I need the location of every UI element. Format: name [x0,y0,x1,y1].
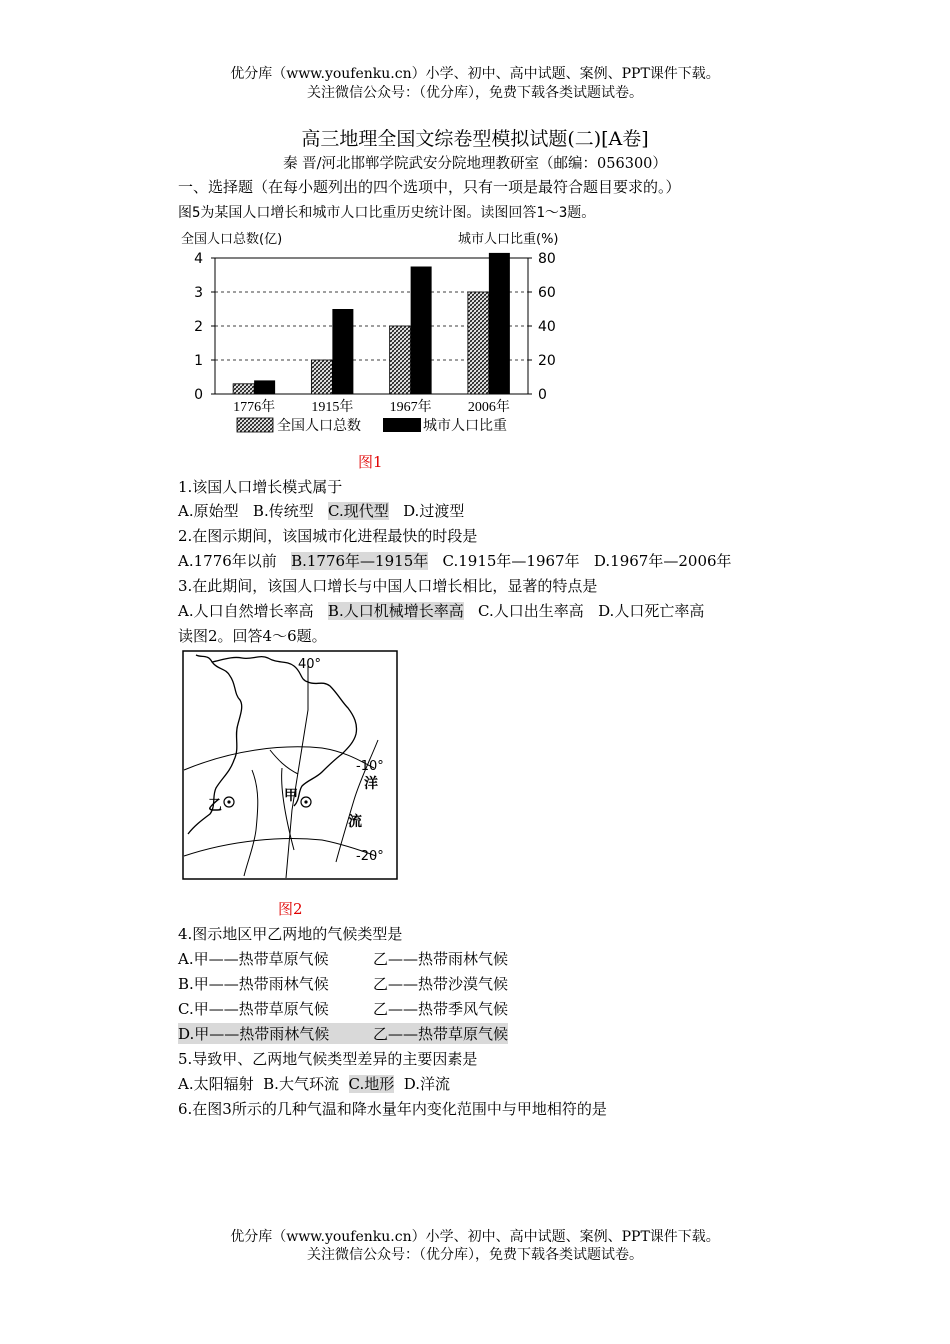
bar-population [233,384,254,394]
current-label: 流 [348,814,362,830]
q3-option-d[interactable]: D.人口死亡率高 [598,602,705,620]
q1-option-b[interactable]: B.传统型 [252,502,314,520]
latitude-20-label: -20° [356,849,384,864]
bar-urban [254,380,275,394]
location-yi-dot [227,800,230,803]
figure2-caption: 图2 [278,900,303,918]
bar-urban [489,253,510,394]
bar-urban [332,309,353,394]
site-footer-line1: 优分库（www.youfenku.cn）小学、初中、高中试题、案例、PPT课件下载。 [230,1229,720,1245]
q5-option-d[interactable]: D.洋流 [403,1075,451,1093]
q3-option-b[interactable]: B.人口机械增长率高 [327,602,464,620]
latitude-10-label: -10° [356,759,384,774]
x-tick-label: 1776年 [233,400,276,415]
location-jia-dot [304,800,307,803]
question-1-options [178,500,464,521]
south-america-map [182,650,398,880]
question-2-stem: 2.在图示期间，该国城市化进程最快的时段是 [178,527,478,545]
q2-option-c[interactable]: C.1915年—1967年 [442,552,580,570]
x-tick-label: 1967年 [389,400,432,415]
question-5-options [178,1073,450,1094]
q1-option-c[interactable]: C.现代型 [328,502,389,520]
q5-option-a[interactable]: A.太阳辐射 [178,1075,254,1093]
legend-label-urban: 城市人口比重 [423,418,507,434]
location-jia-label: 甲 [284,788,298,804]
bar-urban [411,267,432,395]
site-header-line2: 关注微信公众号：（优分库），免费下载各类试题试卷。 [307,85,643,101]
left-tick-label: 1 [194,353,203,369]
figure1-caption: 图1 [358,453,383,471]
right-tick-label: 80 [538,251,556,267]
q4-option-b[interactable]: B.甲——热带雨林气候 乙——热带沙漠气候 [178,975,509,993]
q4-option-c[interactable]: C.甲——热带草原气候 乙——热带季风气候 [178,1000,509,1018]
question-5-stem: 5.导致甲、乙两地气候类型差异的主要因素是 [178,1050,478,1068]
right-tick-label: 60 [538,285,556,301]
location-yi-label: 乙 [208,798,222,814]
bar-population [390,326,411,394]
bar-population [468,292,489,394]
right-tick-label: 40 [538,319,556,335]
question-3-stem: 3.在此期间，该国人口增长与中国人口增长相比，显著的特点是 [178,577,598,595]
q1-option-d[interactable]: D.过渡型 [403,502,465,520]
question-1-stem: 1.该国人口增长模式属于 [178,478,343,496]
q3-option-a[interactable]: A.人口自然增长率高 [178,602,314,620]
legend-label-population: 全国人口总数 [277,418,361,434]
q1-option-a[interactable]: A.原始型 [178,502,239,520]
left-tick-label: 4 [194,251,203,267]
q2-option-a[interactable]: A.1776年以前 [178,552,277,570]
right-tick-label: 20 [538,353,556,369]
right-tick-label: 0 [538,387,547,403]
left-tick-label: 0 [194,387,203,403]
figure1-intro: 图5为某国人口增长和城市人口比重历史统计图。读图回答1～3题。 [178,205,596,221]
author-line: 秦 晋/河北邯郸学院武安分院地理教研室（邮编：056300） [283,156,667,172]
q5-option-c[interactable]: C.地形 [348,1075,395,1093]
question-6-stem: 6.在图3所示的几种气温和降水量年内变化范围中与甲地相符的是 [178,1100,607,1118]
q2-option-d[interactable]: D.1967年—2006年 [593,552,732,570]
section-heading: 一、选择题（在每小题列出的四个选项中，只有一项是最符合题目要求的。） [178,178,681,196]
site-header-line1: 优分库（www.youfenku.cn）小学、初中、高中试题、案例、PPT课件下载。 [230,66,720,82]
q5-option-b[interactable]: B.大气环流 [263,1075,339,1093]
legend-swatch-population [237,418,273,432]
ocean-label: 洋 [364,776,378,792]
population-chart [175,225,595,440]
right-axis-label: 城市人口比重(%) [458,232,559,247]
q3-option-c[interactable]: C.人口出生率高 [478,602,584,620]
x-tick-label: 1915年 [311,400,354,415]
q4-option-a[interactable]: A.甲——热带草原气候 乙——热带雨林气候 [178,950,509,968]
figure2-intro: 读图2。回答4～6题。 [178,627,327,645]
left-axis-label: 全国人口总数(亿) [181,232,283,247]
page-title: 高三地理全国文综卷型模拟试题(二)[A卷] [301,128,649,150]
longitude-label: 40° [298,657,322,672]
q2-option-b[interactable]: B.1776年—1915年 [291,552,429,570]
question-4-stem: 4.图示地区甲乙两地的气候类型是 [178,925,403,943]
question-2-options [178,550,732,571]
legend-swatch-urban [383,418,421,432]
q4-option-d[interactable]: D.甲——热带雨林气候 乙——热带草原气候 [178,1025,509,1043]
site-footer-line2: 关注微信公众号：（优分库），免费下载各类试题试卷。 [307,1247,643,1263]
bar-population [311,360,332,394]
x-tick-label: 2006年 [467,400,510,415]
question-3-options [178,600,704,621]
left-tick-label: 3 [194,285,203,301]
left-tick-label: 2 [194,319,203,335]
